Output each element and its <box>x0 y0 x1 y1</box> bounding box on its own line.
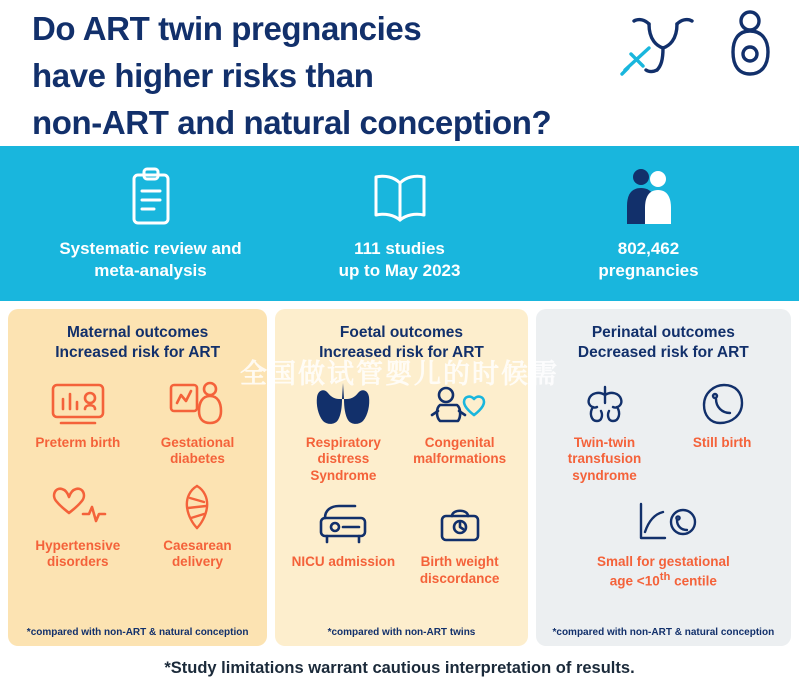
outcome-item <box>546 365 664 484</box>
band-item-pregnancies <box>524 166 773 281</box>
band-label-pregnancies: 802,462 pregnancies <box>598 239 699 280</box>
outcome-item <box>285 484 401 587</box>
outcome-item <box>401 484 517 587</box>
column-foetal-outcomes <box>275 309 527 646</box>
outcome-columns <box>0 301 799 646</box>
outcome-item <box>663 365 781 484</box>
column-title-perinatal: Perinatal outcomes Decreased risk for ART <box>577 324 749 361</box>
page-title <box>32 6 612 147</box>
small-for-gestational-age-icon <box>548 492 779 548</box>
gestational-diabetes-icon <box>140 373 256 429</box>
column-maternal-outcomes <box>8 309 267 646</box>
open-book-icon <box>275 166 524 228</box>
preterm-birth-icon <box>20 373 136 429</box>
outcome-item <box>138 468 258 571</box>
nicu-incubator-icon <box>287 492 399 548</box>
outcome-label: Hypertensive disorders <box>35 537 121 570</box>
outcome-label: Respiratory distress Syndrome <box>305 434 381 483</box>
outcome-label: NICU admission <box>291 554 396 570</box>
column-footnote-maternal: *compared with non-ART & natural conception <box>26 627 249 638</box>
column-footnote-perinatal: *compared with non-ART & natural conception <box>552 627 775 638</box>
outcome-item <box>18 365 138 468</box>
column-perinatal-outcomes <box>536 309 791 646</box>
clipboard-icon <box>26 166 275 228</box>
outcome-item <box>138 365 258 468</box>
caesarean-delivery-icon <box>140 476 256 532</box>
outcome-item <box>401 365 517 484</box>
foetal-item-grid <box>285 365 517 587</box>
twin-transfusion-icon <box>548 373 662 429</box>
outcome-label: Preterm birth <box>35 434 121 450</box>
column-title-foetal: Foetal outcomes Increased risk for ART <box>319 324 484 361</box>
uterus-icon <box>619 8 709 78</box>
band-label-studies: 111 studies up to May 2023 <box>338 239 461 280</box>
outcome-label: Gestational diabetes <box>160 434 235 467</box>
outcome-label: Small for gestational age <10th centile <box>596 554 730 589</box>
outcome-label: Twin-twin transfusion syndrome <box>567 434 642 483</box>
outcome-item <box>285 365 401 484</box>
page-title-line-2: have higher risks than <box>32 56 374 94</box>
lungs-icon <box>287 373 399 429</box>
column-footnote-foetal: *compared with non-ART twins <box>327 627 476 638</box>
summary-band <box>0 146 799 301</box>
header <box>0 0 799 146</box>
pregnant-woman-icon <box>723 8 777 78</box>
hypertension-icon <box>20 476 136 532</box>
watermark-text: 全国做试管婴儿的时候需 <box>240 359 559 389</box>
column-title-maternal: Maternal outcomes Increased risk for ART <box>55 324 221 361</box>
congenital-malformation-icon <box>403 373 515 429</box>
header-icon-group <box>619 8 777 78</box>
outcome-item <box>18 468 138 571</box>
band-label-method: Systematic review and meta-analysis <box>59 239 242 280</box>
outcome-item <box>546 484 781 589</box>
band-item-studies <box>275 166 524 281</box>
perinatal-item-grid <box>546 365 781 590</box>
outcome-label: Congenital malformations <box>413 434 507 467</box>
outcome-label: Caesarean delivery <box>163 537 232 570</box>
page-title-line-1: Do ART twin pregnancies <box>32 10 422 47</box>
outcome-label: Still birth <box>692 434 752 450</box>
still-birth-icon <box>665 373 779 429</box>
maternal-item-grid <box>18 365 257 571</box>
outcome-label: Birth weight discordance <box>419 554 500 586</box>
study-limitations-note: *Study limitations warrant cautious interpretation of results. <box>164 659 635 677</box>
birth-weight-scale-icon <box>403 492 515 548</box>
twins-people-icon <box>524 166 773 228</box>
band-item-method <box>26 166 275 281</box>
page-title-line-3: non-ART and natural conception? <box>32 103 552 141</box>
